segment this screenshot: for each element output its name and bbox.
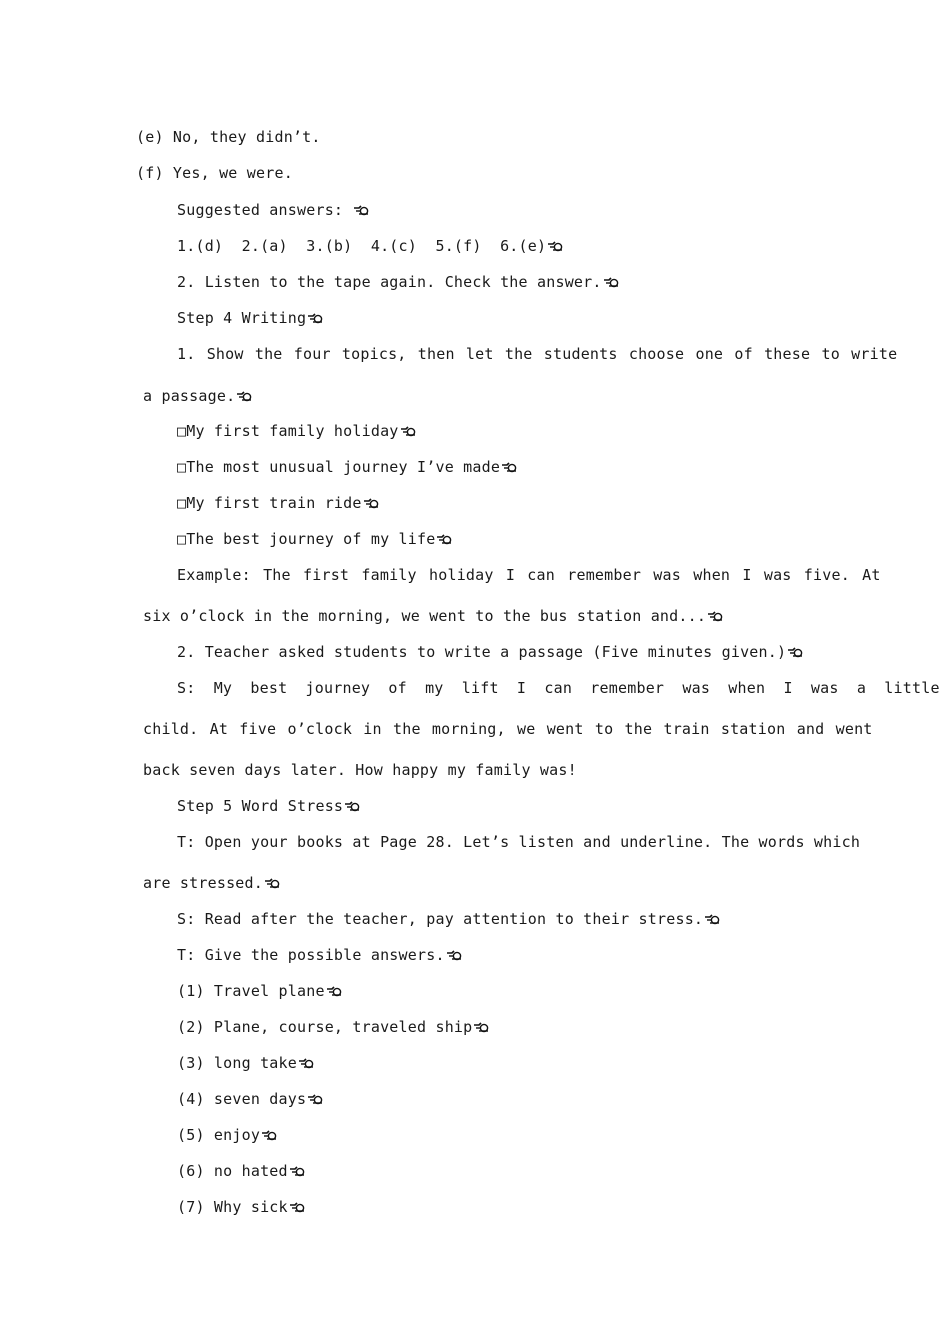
topic-option — [177, 457, 518, 477]
line-text: 1. Show the four topics, then let the students choose one of these to write — [177, 345, 898, 363]
paragraph-mark-icon — [446, 950, 463, 961]
line-text: □My first family holiday — [177, 422, 399, 440]
text-line — [143, 760, 577, 780]
text-line — [143, 873, 281, 893]
line-text: (5) enjoy — [177, 1126, 261, 1144]
line-text: S: My best journey of my lift I can remember was when I was a little — [177, 679, 940, 697]
line-text: Suggested answers: — [177, 201, 353, 219]
line-text: 2. Listen to the tape again. Check the answer. — [177, 273, 602, 291]
line-text: (6) no hated — [177, 1162, 288, 1180]
line-text: Step 4 Writing — [177, 309, 307, 327]
paragraph-mark-icon — [473, 1022, 490, 1033]
paragraph-mark-icon — [326, 986, 343, 997]
paragraph-mark-icon — [704, 914, 721, 925]
line-text: □The best journey of my life — [177, 530, 436, 548]
paragraph-mark-icon — [289, 1166, 306, 1177]
text-line — [143, 386, 253, 406]
text-line — [177, 236, 564, 256]
line-text: a passage. — [143, 387, 236, 405]
answer-item — [177, 1125, 278, 1145]
section-heading — [177, 308, 324, 328]
text-line — [136, 163, 293, 183]
line-text: (3) long take — [177, 1054, 297, 1072]
text-line — [143, 606, 724, 626]
text-line — [177, 832, 860, 852]
line-text: (4) seven days — [177, 1090, 307, 1108]
text-line — [177, 272, 620, 292]
paragraph-mark-icon — [261, 1130, 278, 1141]
line-text: (f) Yes, we were. — [136, 164, 293, 182]
text-line — [136, 127, 321, 147]
paragraph-mark-icon — [289, 1202, 306, 1213]
line-text: S: Read after the teacher, pay attention to their stress. — [177, 910, 704, 928]
paragraph-mark-icon — [298, 1058, 315, 1069]
line-text: six o’clock in the morning, we went to the bus station and... — [143, 607, 707, 625]
text-line — [143, 719, 873, 739]
line-text: □My first train ride — [177, 494, 362, 512]
line-text: Example: The first family holiday I can remember was when I was five. At — [177, 566, 881, 584]
paragraph-mark-icon — [307, 313, 324, 324]
answer-item — [177, 1161, 306, 1181]
line-text: are stressed. — [143, 874, 263, 892]
line-text: Step 5 Word Stress — [177, 797, 344, 815]
paragraph-mark-icon — [307, 1094, 324, 1105]
line-text: 2. Teacher asked students to write a passage (Five minutes given.) — [177, 643, 787, 661]
paragraph-mark-icon — [400, 426, 417, 437]
text-line — [177, 565, 881, 585]
paragraph-mark-icon — [264, 878, 281, 889]
paragraph-mark-icon — [603, 277, 620, 288]
line-text: back seven days later. How happy my family was! — [143, 761, 577, 779]
answer-item — [177, 1197, 306, 1217]
topic-option — [177, 529, 453, 549]
text-line — [177, 344, 897, 364]
paragraph-mark-icon — [236, 391, 253, 402]
line-text: (1) Travel plane — [177, 982, 325, 1000]
text-line — [177, 200, 370, 220]
paragraph-mark-icon — [707, 611, 724, 622]
line-text: (2) Plane, course, traveled ship — [177, 1018, 473, 1036]
line-text: T: Open your books at Page 28. Let’s listen and underline. The words which — [177, 833, 861, 851]
paragraph-mark-icon — [501, 462, 518, 473]
paragraph-mark-icon — [436, 534, 453, 545]
paragraph-mark-icon — [363, 498, 380, 509]
line-text: child. At five o’clock in the morning, we went to the train station and went — [143, 720, 873, 738]
text-line — [177, 678, 940, 698]
text-line — [177, 945, 463, 965]
line-text: (7) Why sick — [177, 1198, 288, 1216]
line-text: 1.(d) 2.(a) 3.(b) 4.(c) 5.(f) 6.(e) — [177, 237, 547, 255]
paragraph-mark-icon — [353, 205, 370, 216]
section-heading — [177, 796, 361, 816]
answer-item — [177, 1053, 315, 1073]
text-line — [177, 642, 804, 662]
line-text: (e) No, they didn’t. — [136, 128, 321, 146]
paragraph-mark-icon — [344, 801, 361, 812]
text-line — [177, 909, 721, 929]
paragraph-mark-icon — [547, 241, 564, 252]
answer-item — [177, 1017, 490, 1037]
answer-item — [177, 1089, 324, 1109]
answer-item — [177, 981, 343, 1001]
topic-option — [177, 493, 380, 513]
line-text: T: Give the possible answers. — [177, 946, 445, 964]
paragraph-mark-icon — [787, 647, 804, 658]
line-text: □The most unusual journey I’ve made — [177, 458, 501, 476]
topic-option — [177, 421, 417, 441]
